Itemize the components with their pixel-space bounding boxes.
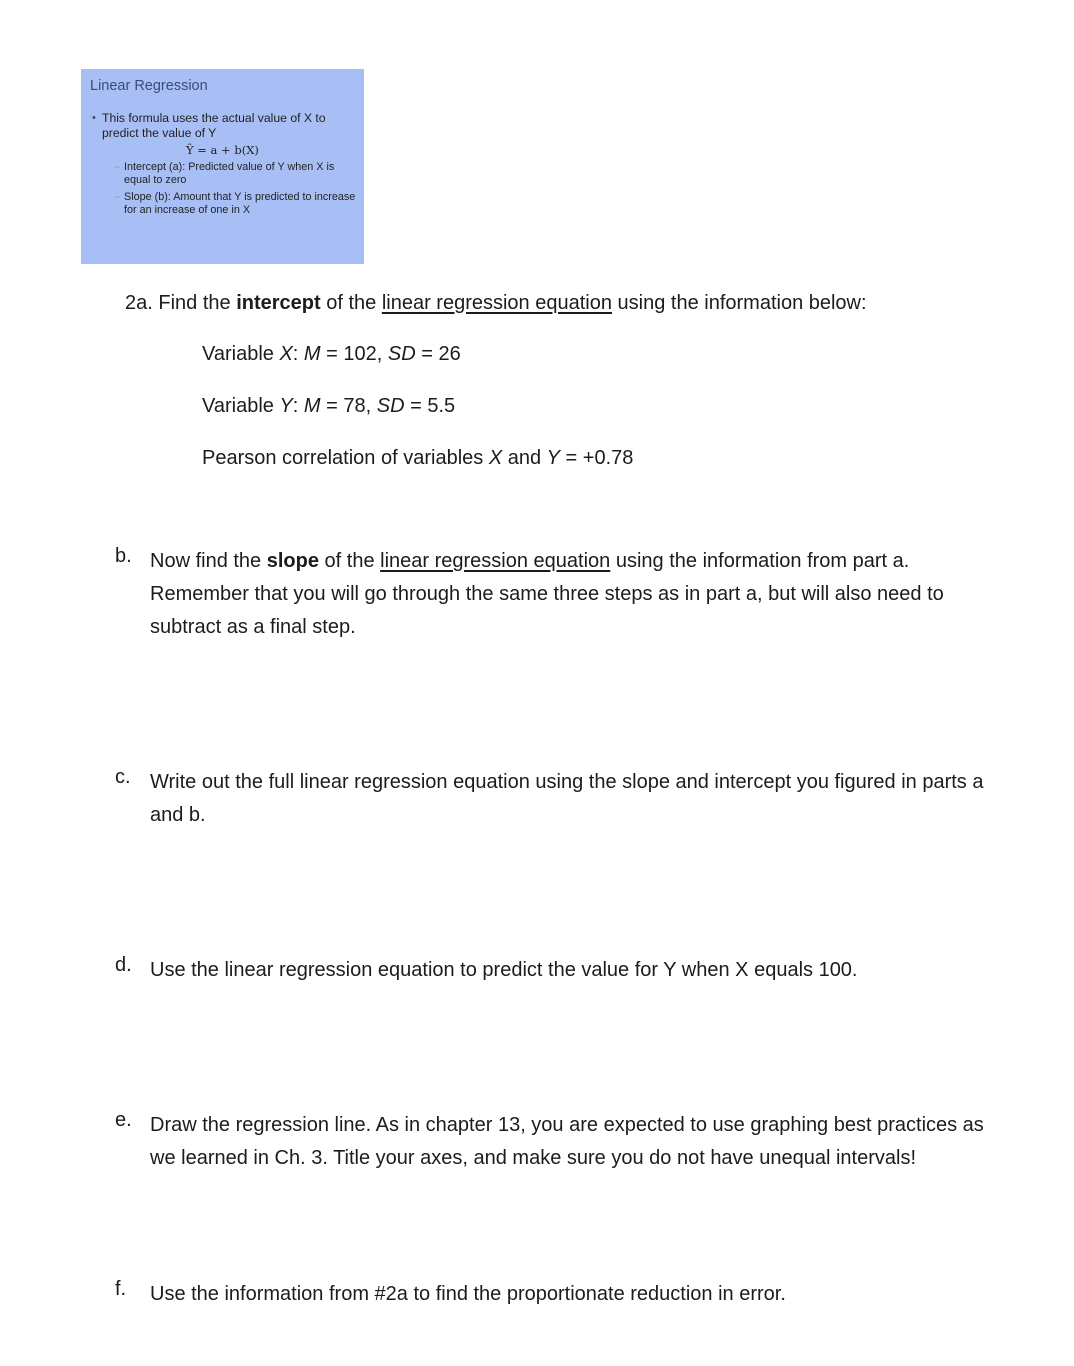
varx-m: M (303, 343, 321, 365)
vary-mean: = 78, (320, 395, 377, 417)
corr-x: X (488, 447, 503, 469)
item-e-letter: e. (115, 1109, 132, 1131)
item-e-text: Draw the regression line. As in chapter 13, you are expected to use graphing best practices as we learned in Ch. 3. Title your axes, and make sure you do not have unequal intervals! (150, 1114, 984, 1169)
varx-mean: = 102, (320, 343, 388, 365)
item-b-letter: b. (115, 545, 132, 567)
variable-x-line (202, 338, 461, 371)
slide-sub-slope-text: Slope (b): Amount that Y is predicted to increase for an increase of one in X (124, 191, 356, 216)
vary-sep: : (292, 395, 304, 417)
question-2a (125, 287, 867, 320)
q2a-suffix: using the information below: (611, 292, 867, 314)
sub-bullet-icon: – (114, 161, 121, 173)
item-b-part2: of the (318, 550, 381, 572)
vary-sd-label: SD (376, 395, 405, 417)
vary-label: Variable (202, 395, 280, 417)
corr-value: = +0.78 (560, 447, 634, 469)
slide-title: Linear Regression (90, 78, 208, 94)
slide-image (81, 69, 364, 264)
correlation-line (202, 442, 633, 475)
item-b-bold: slope (266, 550, 319, 572)
item-d-letter: d. (115, 954, 132, 976)
varx-sep: : (292, 343, 304, 365)
q2a-underlined: linear regression equation (381, 292, 612, 314)
q2a-bold: intercept (236, 292, 321, 314)
varx-sd-label: SD (387, 343, 416, 365)
corr-text-2: and (502, 447, 547, 469)
corr-text-1: Pearson correlation of variables (202, 447, 489, 469)
slide-bullet-text: This formula uses the actual value of X to predict the value of Y (102, 111, 326, 140)
slide-formula: Ŷ = a + b(X) (186, 143, 259, 157)
slide-sub-slope (90, 191, 356, 217)
vary-m: M (303, 395, 321, 417)
varx-sd: = 26 (415, 343, 461, 365)
q2a-mid: of the (320, 292, 382, 314)
bullet-dot-icon: • (92, 112, 96, 124)
item-b-part3: using the information from part a. Remember that you will go through the same three steps as in part a, but will also need to subtract as a final step. (150, 550, 944, 638)
vary-sd: = 5.5 (404, 395, 456, 417)
sub-bullet-icon: – (114, 191, 121, 203)
item-b-part1: Now find the (150, 550, 267, 572)
slide-sub-intercept-text: Intercept (a): Predicted value of Y when X is equal to zero (124, 161, 335, 186)
item-f-letter: f. (115, 1278, 127, 1300)
item-b-underlined: linear regression equation (380, 550, 611, 572)
varx-label: Variable (202, 343, 280, 365)
slide-sub-intercept (90, 161, 356, 187)
varx-var: X (279, 343, 293, 365)
item-f-text: Use the information from #2a to find the proportionate reduction in error. (150, 1283, 786, 1305)
item-c-letter: c. (115, 766, 131, 788)
corr-y: Y (546, 447, 560, 469)
slide-bullet (90, 111, 356, 141)
vary-var: Y (279, 395, 293, 417)
item-d-text: Use the linear regression equation to predict the value for Y when X equals 100. (150, 959, 858, 981)
variable-y-line (202, 390, 455, 423)
item-b-text (150, 545, 1000, 644)
q2a-prefix: 2a. Find the (125, 292, 237, 314)
item-c-text: Write out the full linear regression equation using the slope and intercept you figured in parts a and b. (150, 771, 984, 826)
